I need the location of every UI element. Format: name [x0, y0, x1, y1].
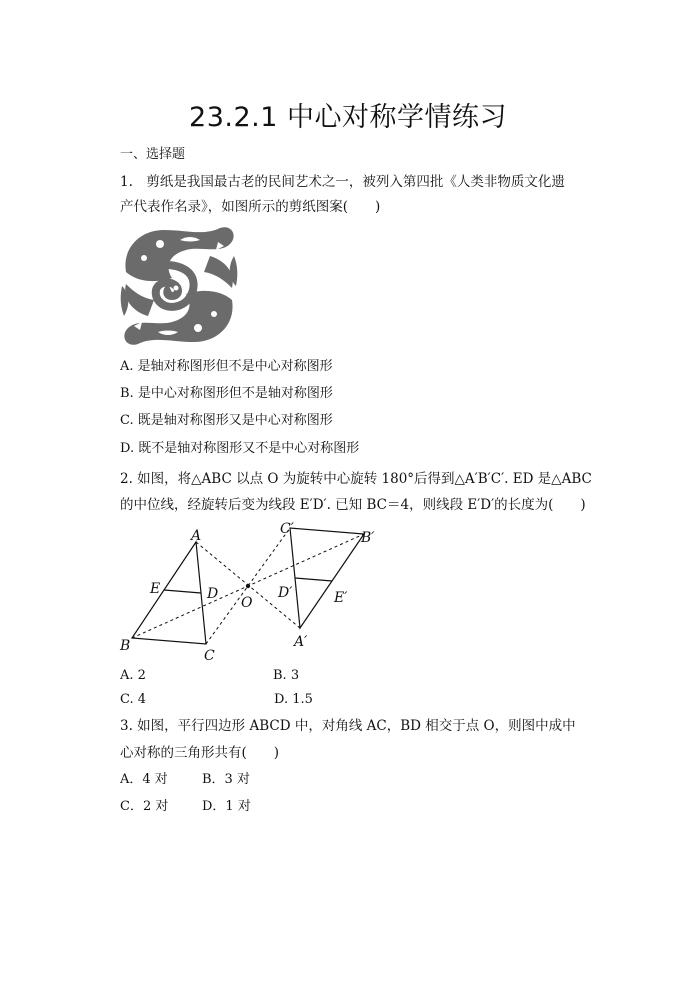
- label-d-prime: D′: [278, 585, 293, 601]
- q3-option-b[interactable]: B．3 对: [202, 772, 250, 787]
- section-heading: 一、选择题: [120, 147, 186, 162]
- q2-option-a[interactable]: A. 2: [120, 668, 146, 683]
- center-point-o: [246, 584, 250, 588]
- q3-stem-line1: 3. 如图，平行四边形 ABCD 中，对角线 AC，BD 相交于点 O，则图中成中: [120, 718, 576, 734]
- q3-option-a[interactable]: A．4 对: [120, 772, 168, 787]
- q3-option-d[interactable]: D．1 对: [202, 799, 251, 814]
- q2-stem-line2: 的中位线，经旋转后变为线段 E′D′. 已知 BC＝4，则线段 E′D′的长度为( ): [120, 497, 586, 513]
- q1-option-d[interactable]: D. 既不是轴对称图形又不是中心对称图形: [120, 441, 360, 456]
- label-d: D: [207, 586, 219, 602]
- q3-stem-line2: 心对称的三角形共有( ): [120, 745, 280, 761]
- papercut-figure: [120, 226, 238, 346]
- label-c: C: [204, 648, 215, 664]
- midline-ed: [164, 590, 201, 593]
- label-b: B: [120, 638, 131, 654]
- label-e-prime: E′: [334, 590, 348, 606]
- q2-stem-line1: 2. 如图，将△ABC 以点 O 为旋转中心旋转 180°后得到△A′B′C′. ED 是△ABC: [120, 471, 592, 487]
- q3-option-c[interactable]: C．2 对: [120, 799, 169, 814]
- q1-stem-line2: 产代表作名录》，如图所示的剪纸图案( ): [120, 199, 381, 215]
- q2-option-d[interactable]: D. 1.5: [274, 692, 313, 707]
- midline-e1d1: [295, 578, 332, 581]
- q1-option-a[interactable]: A. 是轴对称图形但不是中心对称图形: [120, 359, 333, 374]
- q2-option-b[interactable]: B. 3: [273, 668, 300, 683]
- q1-option-b[interactable]: B. 是中心对称图形但不是轴对称图形: [120, 386, 333, 401]
- label-a: A: [191, 528, 202, 544]
- label-a-prime: A′: [294, 634, 308, 650]
- label-b-prime: B′: [361, 530, 375, 546]
- label-e: E: [150, 581, 161, 597]
- q1-option-c[interactable]: C. 既是轴对称图形又是中心对称图形: [120, 413, 333, 428]
- q1-stem-line1: 1. 剪纸是我国最古老的民间艺术之一，被列入第四批《人类非物质文化遗: [120, 174, 565, 190]
- label-o: O: [241, 595, 253, 611]
- q2-option-c[interactable]: C. 4: [120, 692, 147, 707]
- page-title: 23.2.1 中心对称学情练习: [189, 102, 507, 133]
- rotation-figure: [118, 520, 380, 665]
- label-c-prime: C′: [280, 521, 294, 537]
